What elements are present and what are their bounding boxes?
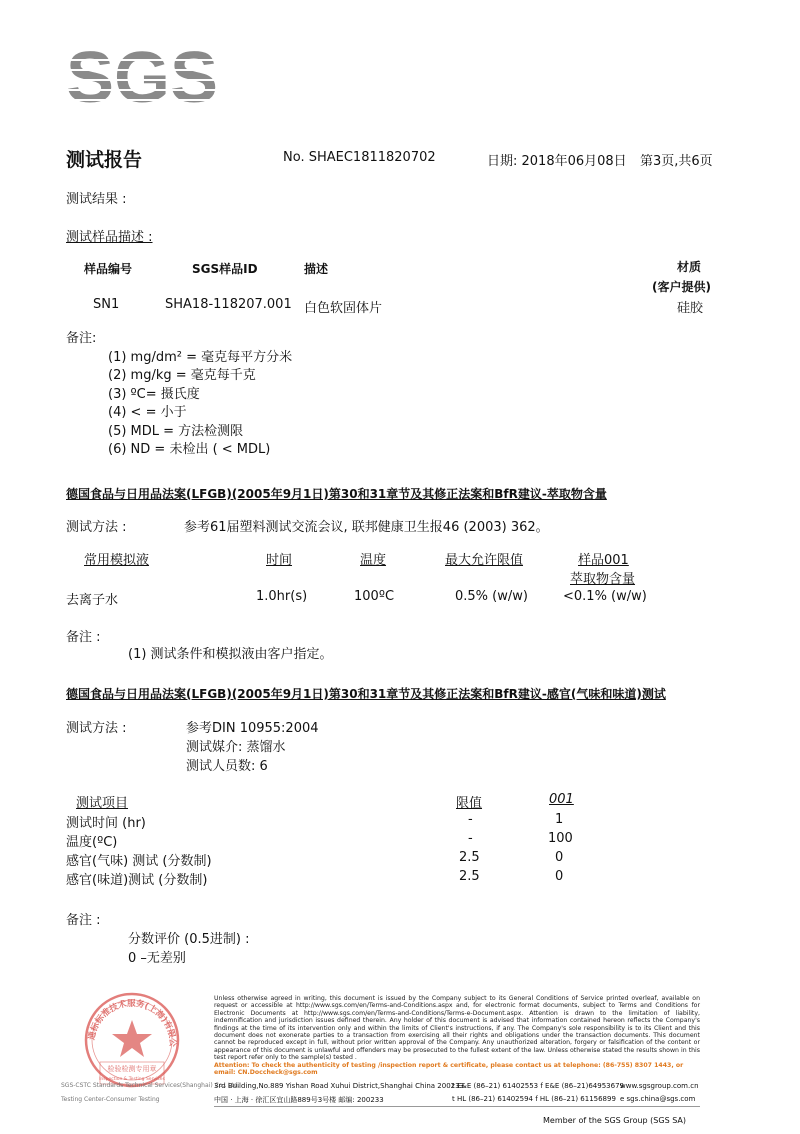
seal-org-text: 通标标准技术服务(上海)有限公 <box>87 998 178 1048</box>
seal-caption: SGS-CSTC Standards Technical Services(Shanghai) Co., Ltd. <box>61 1082 240 1089</box>
test-limit: - <box>468 831 473 846</box>
col-time: 时间 <box>266 553 293 568</box>
member-text: Member of the SGS Group (SGS SA) <box>543 1116 687 1125</box>
col-material: 材质 <box>677 260 702 274</box>
report-date: 日期: 2018年06月08日 <box>487 154 627 169</box>
test-value: 1 <box>555 812 564 827</box>
test-value: 100 <box>548 831 573 846</box>
footer-divider <box>214 1106 700 1107</box>
test-limit: - <box>468 812 473 827</box>
note-item: (1) mg/dm² = 毫克每平方分米 <box>108 350 293 365</box>
section2-method-line: 参考DIN 10955:2004 <box>186 721 319 736</box>
col-extract-content: 萃取物含量 <box>570 572 636 587</box>
seal-caption: Testing Center-Consumer Testing <box>61 1096 160 1103</box>
seal-subtext: Inspection & Testing Services <box>99 1077 165 1082</box>
section2-method-line: 测试媒介: 蒸馏水 <box>186 740 286 755</box>
report-title: 测试报告 <box>66 149 143 171</box>
col-sample-no: 样品编号 <box>84 262 133 276</box>
temperature-value: 100ºC <box>354 589 395 604</box>
sample-material-value: 硅胶 <box>677 301 704 316</box>
phone-en: t E&E (86–21) 61402553 f E&E (86–21)64953679 <box>452 1082 624 1090</box>
test-value: 0 <box>555 850 564 865</box>
note-item: (5) MDL = 方法检测限 <box>108 424 244 439</box>
seal-text: 检验检测专用章 <box>107 1065 157 1073</box>
section1-method: 参考61届塑料测试交流会议, 联邦健康卫生报46 (2003) 362。 <box>184 520 549 535</box>
col-simulant: 常用模拟液 <box>84 553 150 568</box>
section2-note-line: 分数评价 (0.5进制) : <box>128 932 250 947</box>
col-sample-001: 样品001 <box>578 553 629 568</box>
note-item: (6) ND = 未检出 ( < MDL) <box>108 442 271 457</box>
col-description: 描述 <box>304 262 329 276</box>
col-client-provided: (客户提供) <box>652 280 711 294</box>
section1-title: 德国食品与日用品法案(LFGB)(2005年9月1日)第30和31章节及其修正法案和BfR建议-萃取物含量 <box>66 487 607 501</box>
col-max-limit: 最大允许限值 <box>445 553 524 568</box>
section2-title: 德国食品与日用品法案(LFGB)(2005年9月1日)第30和31章节及其修正法案和BfR建议-感官(气味和味道)测试 <box>66 687 666 701</box>
sample-desc-label: 测试样品描述 : <box>66 230 153 245</box>
test-item: 感官(气味) 测试 (分数制) <box>66 854 212 869</box>
limit-value: 0.5% (w/w) <box>455 589 528 604</box>
address-en: 3rd Building,No.889 Yishan Road Xuhui District,Shanghai China 200233 <box>214 1082 465 1090</box>
website-link[interactable]: www.sgsgroup.com.cn <box>620 1082 699 1090</box>
section2-method-label: 测试方法 : <box>66 721 127 736</box>
note-item: (2) mg/kg = 毫克每千克 <box>108 368 256 383</box>
report-number: No. SHAEC1811820702 <box>283 150 436 165</box>
col-temperature: 温度 <box>360 553 387 568</box>
company-seal-stamp <box>62 990 202 1130</box>
sgs-logo <box>67 32 217 118</box>
result-value: <0.1% (w/w) <box>563 589 647 604</box>
test-value: 0 <box>555 869 564 884</box>
note-item: (4) < = 小于 <box>108 405 187 420</box>
col-test-item: 测试项目 <box>76 796 129 811</box>
col-001: 001 <box>549 792 574 807</box>
test-limit: 2.5 <box>459 850 480 865</box>
section1-method-label: 测试方法 : <box>66 520 127 535</box>
col-limit: 限值 <box>456 796 483 811</box>
sgs-logo-text: SGS <box>67 38 217 118</box>
section2-note-label: 备注 : <box>66 913 101 928</box>
test-item: 感官(味道)测试 (分数制) <box>66 873 208 888</box>
authenticity-note: Attention: To check the authenticity of testing /inspection report & certificate, please contact us at telephone: (86-755) 8307 1443, or email: CN.Doccheck@sgs.com <box>214 1062 684 1077</box>
results-label: 测试结果 : <box>66 192 127 207</box>
section1-note-label: 备注 : <box>66 630 101 645</box>
test-item: 测试时间 (hr) <box>66 816 146 831</box>
address-cn: 中国 · 上海 · 徐汇区宜山路889号3号楼 邮编: 200233 <box>214 1096 384 1104</box>
section2-note-line: 0 –无差别 <box>128 951 186 966</box>
note-item: (3) ºC= 摄氏度 <box>108 387 200 402</box>
section1-note: (1) 测试条件和模拟液由客户指定。 <box>128 647 333 662</box>
page-indicator: 第3页,共6页 <box>640 154 713 169</box>
test-item: 温度(ºC) <box>66 835 118 850</box>
section2-method-line: 测试人员数: 6 <box>186 759 268 774</box>
sample-desc-value: 白色软固体片 <box>304 301 383 316</box>
phone-cn: t HL (86–21) 61402594 f HL (86–21) 61156899 <box>452 1095 616 1103</box>
notes-label: 备注: <box>66 331 97 346</box>
time-value: 1.0hr(s) <box>256 589 308 604</box>
col-sgs-id: SGS样品ID <box>192 262 258 276</box>
simulant-value: 去离子水 <box>66 593 119 608</box>
sample-id-value: SHA18-118207.001 <box>165 297 292 312</box>
disclaimer-text: Unless otherwise agreed in writing, this document is issued by the Company subject to its General Conditions of Service printed overleaf, available on request or accessible at http://www.sgs.com/en/Terms-and-Conditions.aspx and, for electronic format documents, subject to Terms and Conditions for Electronic Documents at http://www.sgs.com/en/Terms-and-Conditions/Terms-e-Document.aspx. Attention is drawn to the limitation of liability, indemnification and jurisdiction issues defined therein. Any holder of this document is advised that information contained hereon reflects the Company's findings at the time of its intervention only and within the limits of Client's instructions, if any. The Company's sole responsibility is to its Client and this document does not exonerate parties to a transaction from exercising all their rights and obligations under the transaction documents. This document cannot be reproduced except in full, without prior written approval of the Company. Any unauthorized alteration, forgery or falsification of the content or appearance of this document is unlawful and offenders may be prosecuted to the fullest extent of the law. Unless otherwise stated the results shown in this test report refer only to the sample(s) tested . <box>214 995 700 1062</box>
test-limit: 2.5 <box>459 869 480 884</box>
sample-no-value: SN1 <box>93 297 120 312</box>
email-link[interactable]: e sgs.china@sgs.com <box>620 1095 696 1103</box>
